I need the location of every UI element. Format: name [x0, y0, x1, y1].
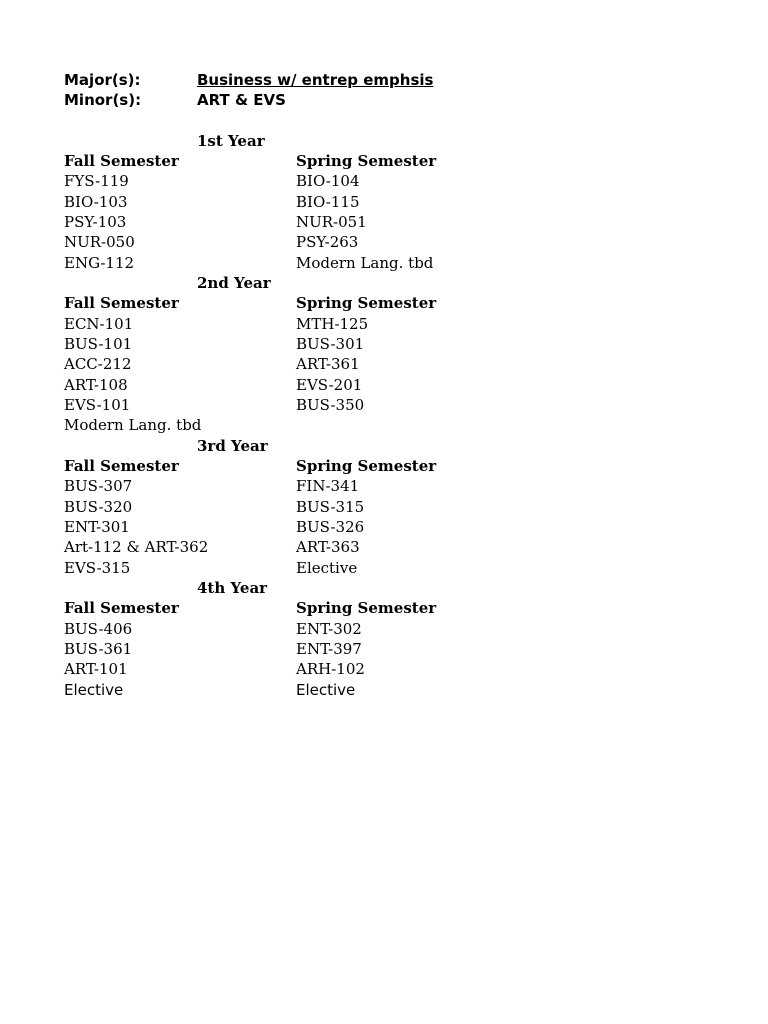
fall-course: ENG-112 — [64, 254, 135, 272]
spring-course: Elective — [296, 681, 356, 699]
fall-course: ART-101 — [64, 660, 128, 678]
minor-value: ART & EVS — [197, 91, 286, 109]
spring-course: ENT-397 — [296, 640, 362, 658]
spring-course: FIN-341 — [296, 477, 360, 495]
fall-course: BUS-361 — [64, 640, 133, 658]
spring-course: ARH-102 — [296, 660, 365, 678]
fall-course: BUS-320 — [64, 498, 133, 516]
spring-course: PSY-263 — [296, 233, 359, 251]
year-title: 4th Year — [197, 579, 268, 597]
spring-course: BUS-326 — [296, 518, 365, 536]
fall-course: PSY-103 — [64, 213, 127, 231]
fall-semester-heading: Fall Semester — [64, 457, 179, 475]
spring-course: BUS-315 — [296, 498, 365, 516]
year-title: 3rd Year — [197, 437, 268, 455]
minor-label: Minor(s): — [64, 91, 142, 109]
year-title: 1st Year — [197, 132, 265, 150]
spring-course: EVS-201 — [296, 376, 363, 394]
spring-course: BIO-104 — [296, 172, 360, 190]
spring-semester-heading: Spring Semester — [296, 457, 437, 475]
fall-course: EVS-101 — [64, 396, 131, 414]
spring-course: ART-361 — [296, 355, 360, 373]
spring-course: NUR-051 — [296, 213, 367, 231]
spring-course: Modern Lang. tbd — [296, 254, 434, 272]
fall-course: BUS-101 — [64, 335, 133, 353]
fall-course: ENT-301 — [64, 518, 130, 536]
fall-course: BIO-103 — [64, 193, 128, 211]
fall-course: BUS-307 — [64, 477, 133, 495]
fall-course: ECN-101 — [64, 315, 134, 333]
fall-course: EVS-315 — [64, 559, 131, 577]
fall-course: BUS-406 — [64, 620, 133, 638]
fall-course: Art-112 & ART-362 — [64, 538, 209, 556]
spring-course: Elective — [296, 559, 358, 577]
spring-semester-heading: Spring Semester — [296, 152, 437, 170]
fall-semester-heading: Fall Semester — [64, 152, 179, 170]
fall-semester-heading: Fall Semester — [64, 599, 179, 617]
fall-course: ACC-212 — [64, 355, 132, 373]
spring-course: BIO-115 — [296, 193, 360, 211]
fall-semester-heading: Fall Semester — [64, 294, 179, 312]
year-title: 2nd Year — [197, 274, 271, 292]
fall-course: Modern Lang. tbd — [64, 416, 202, 434]
spring-course: ART-363 — [296, 538, 360, 556]
spring-course: BUS-301 — [296, 335, 365, 353]
spring-course: BUS-350 — [296, 396, 365, 414]
spring-semester-heading: Spring Semester — [296, 599, 437, 617]
major-value: Business w/ entrep emphsis — [197, 71, 434, 89]
spring-course: ENT-302 — [296, 620, 362, 638]
fall-course: Elective — [64, 681, 124, 699]
fall-course: FYS-119 — [64, 172, 129, 190]
fall-course: ART-108 — [64, 376, 128, 394]
major-label: Major(s): — [64, 71, 141, 89]
spring-course: MTH-125 — [296, 315, 369, 333]
spring-semester-heading: Spring Semester — [296, 294, 437, 312]
fall-course: NUR-050 — [64, 233, 135, 251]
